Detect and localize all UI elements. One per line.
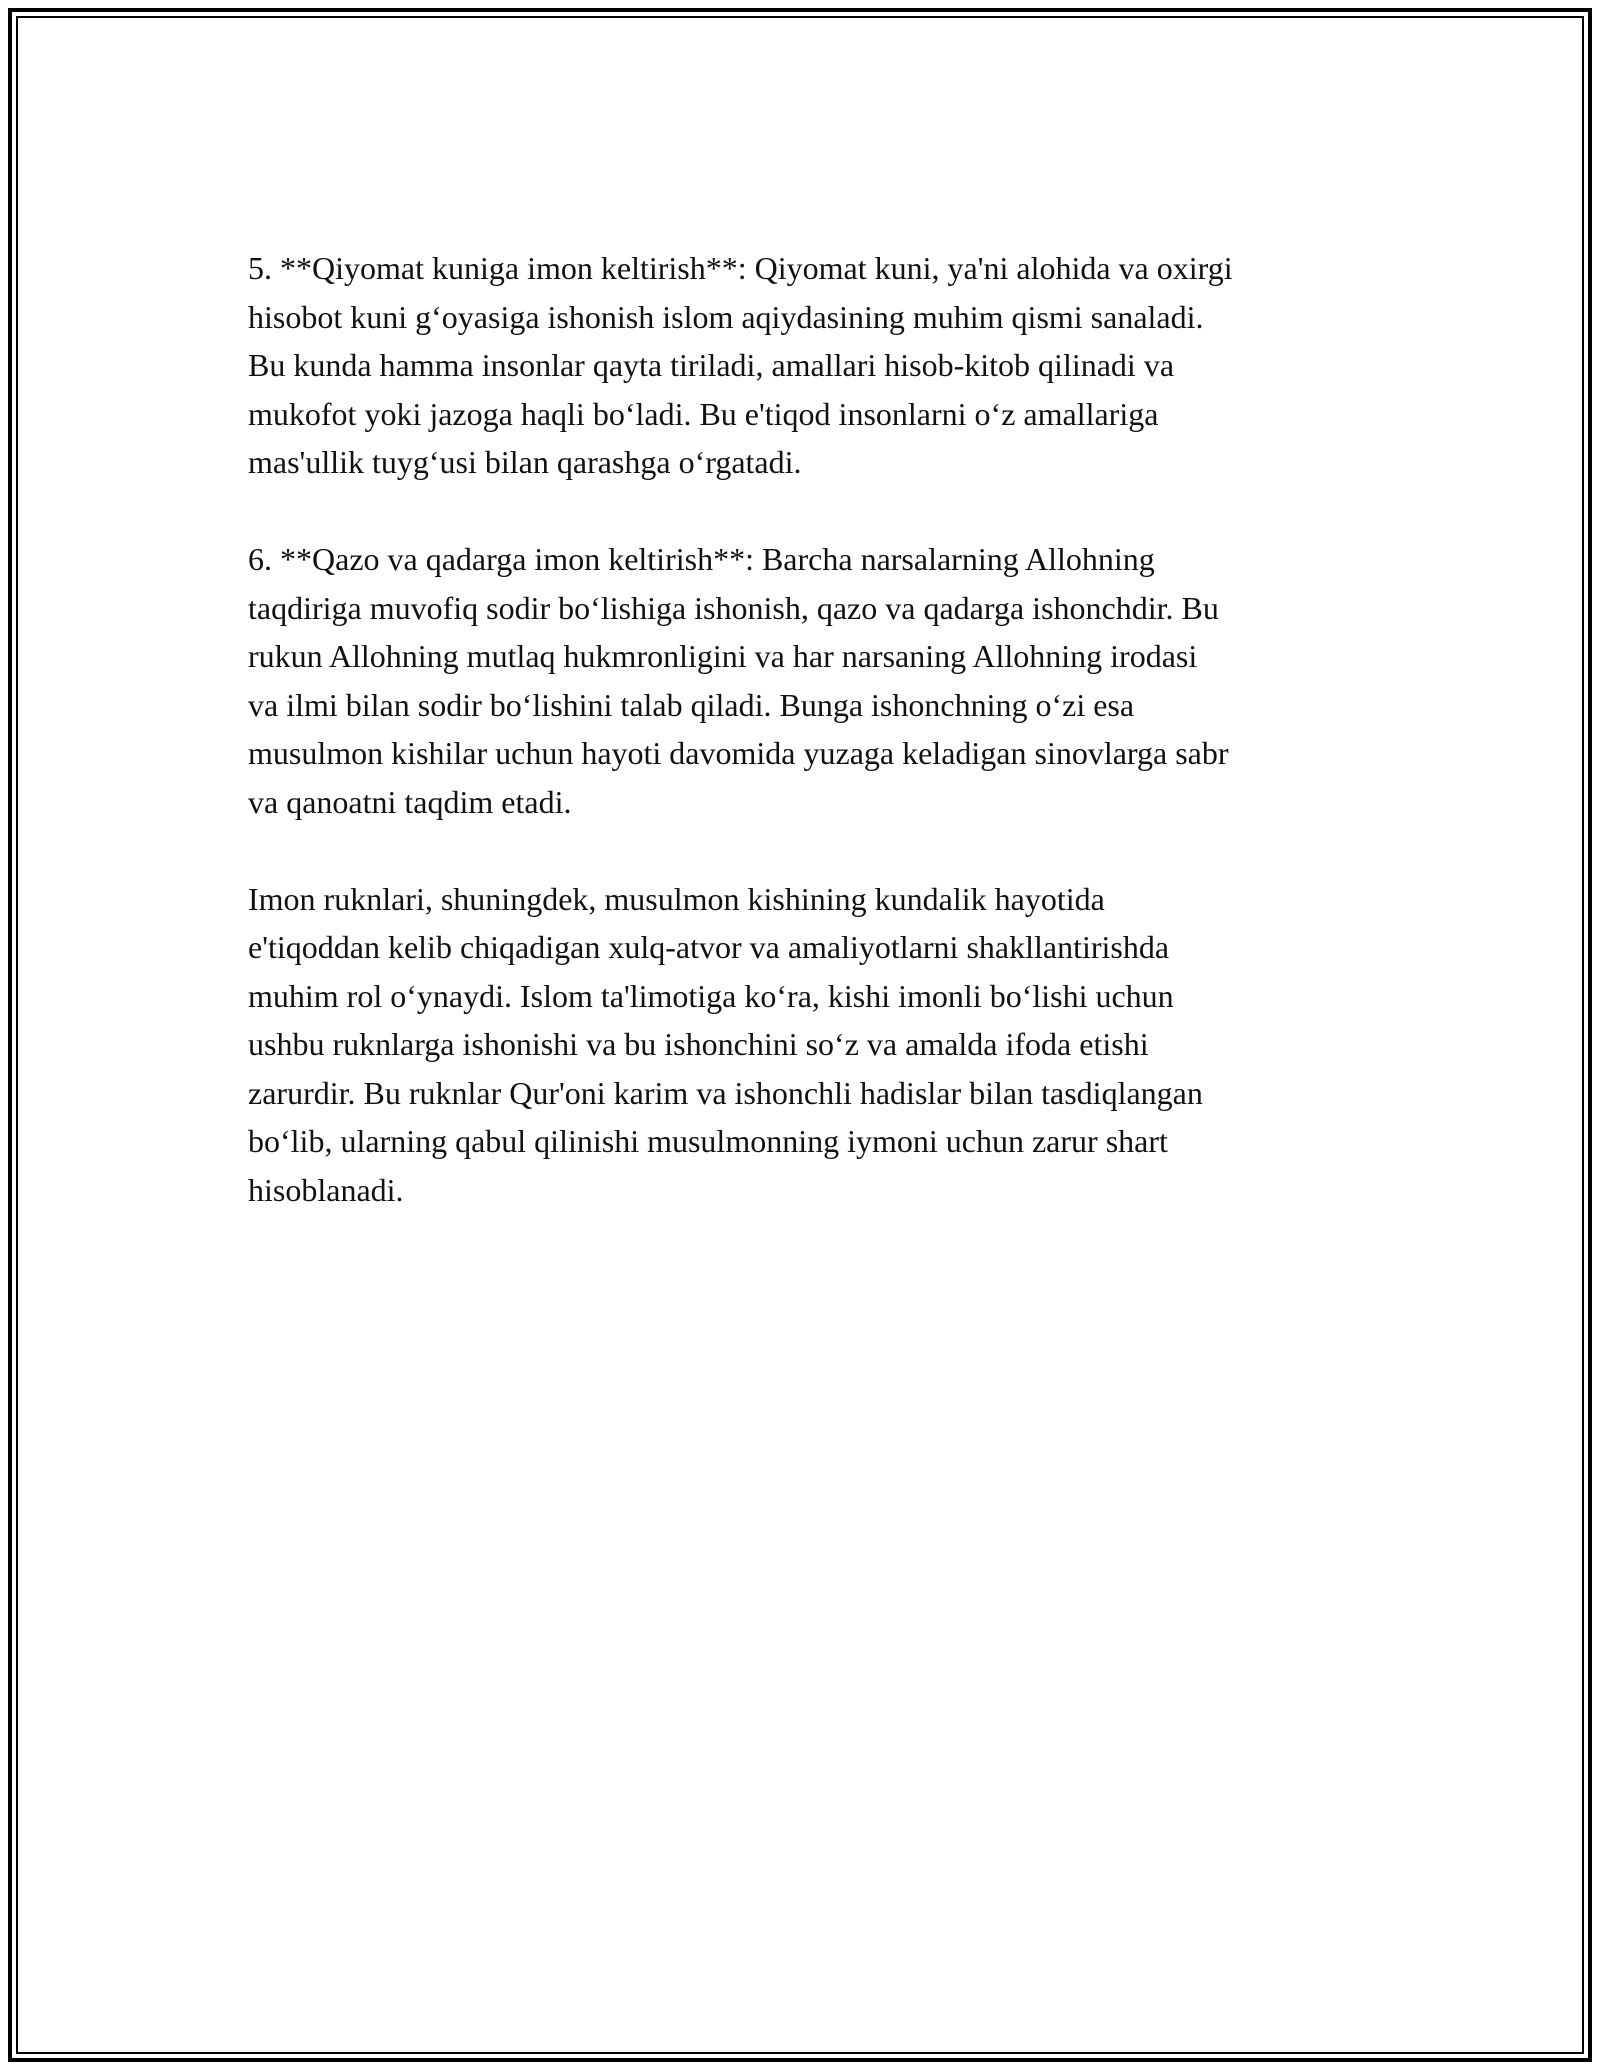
paragraph-conclusion: Imon ruknlari, shuningdek, musulmon kishining kundalik hayotida e'tiqoddan kelib chiqadigan xulq-atvor va amaliyotlarni shakllantirishda muhim rol o‘ynaydi. Islom ta'limotiga ko‘ra, kishi imonli bo‘lishi uchun ushbu ruknlarga ishonishi va bu ishonchini so‘z va amalda ifoda etishi zarurdir. Bu ruknlar Qur'oni karim va ishonchli hadislar bilan tasdiqlangan bo‘lib, ularning qabul qilinishi musulmonning iymoni uchun zarur shart hisoblanadi.: [248, 880, 1203, 1208]
page-frame: [8, 8, 1592, 2062]
document-body: [248, 244, 1388, 1263]
paragraph-item-5: 5. **Qiyomat kuniga imon keltirish**: Qiyomat kuni, ya'ni alohida va oxirgi hisobot kuni g‘oyasiga ishonish islom aqiydasining muhim qismi sanaladi. Bu kunda hamma insonlar qayta tiriladi, amallari hisob-kitob qilinadi va mukofot yoki jazoga haqli bo‘ladi. Bu e'tiqod insonlarni o‘z amallariga mas'ullik tuyg‘usi bilan qarashga o‘rgatadi.: [248, 250, 1233, 480]
paragraph-item-6: 6. **Qazo va qadarga imon keltirish**: Barcha narsalarning Allohning taqdiriga muvofiq sodir bo‘lishiga ishonish, qazo va qadarga ishonchdir. Bu rukun Allohning mutlaq hukmronligini va har narsaning Allohning irodasi va ilmi bilan sodir bo‘lishini talab qiladi. Bunga ishonchning o‘zi esa musulmon kishilar uchun hayoti davomida yuzaga keladigan sinovlarga sabr va qanoatni taqdim etadi.: [248, 541, 1229, 820]
